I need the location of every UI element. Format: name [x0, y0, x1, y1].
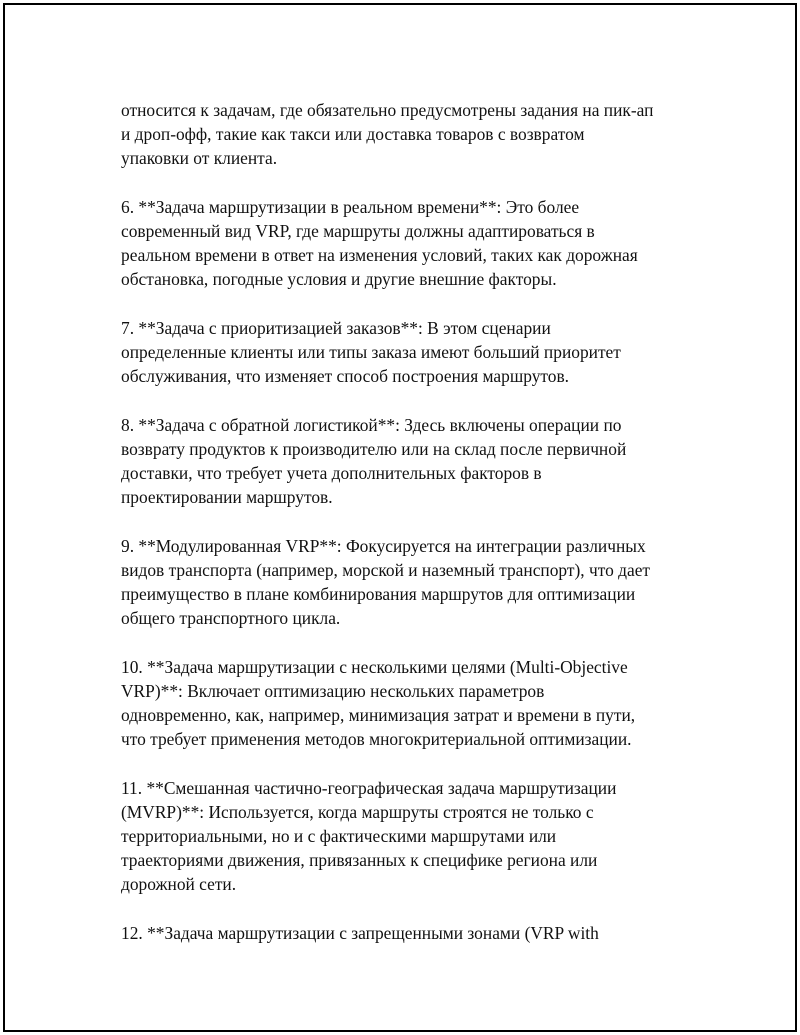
text-line: 12. **Задача маршрутизации с запрещенными зонами (VRP with — [121, 922, 599, 943]
text-line: траекториями движения, привязанных к специфике региона или — [121, 850, 598, 871]
text-line: реальном времени в ответ на изменения условий, таких как дорожная — [121, 245, 638, 266]
text-line: относится к задачам, где обязательно предусмотрены задания на пик-ап — [121, 100, 654, 120]
text-line: 6. **Задача маршрутизации в реальном времени**: Это более — [121, 196, 580, 217]
paragraph-item-7 — [121, 316, 701, 389]
paragraph-item-6 — [121, 195, 701, 292]
text-line: обстановка, погодные условия и другие внешние факторы. — [121, 269, 557, 290]
text-line: видов транспорта (например, морской и наземный транспорт), что дает — [121, 559, 651, 580]
text-line: общего транспортного цикла. — [121, 608, 341, 629]
text-line: и дроп-офф, такие как такси или доставка товаров с возвратом — [121, 124, 585, 145]
text-line: 8. **Задача с обратной логистикой**: Здесь включены операции по — [121, 414, 622, 435]
text-line: VRP)**: Включает оптимизацию нескольких параметров — [121, 680, 545, 701]
paragraph-item-9 — [121, 534, 701, 631]
text-line: 9. **Модулированная VRP**: Фокусируется на интеграции различных — [121, 535, 646, 556]
text-line: доставки, что требует учета дополнительных факторов в — [121, 463, 542, 483]
text-line: современный вид VRP, где маршруты должны адаптироваться в — [121, 221, 595, 241]
text-line: упаковки от клиента. — [121, 148, 278, 169]
text-line: одновременно, как, например, минимизация затрат и времени в пути, — [121, 705, 636, 725]
text-line: (MVRP)**: Используется, когда маршруты строятся не только с — [121, 801, 594, 822]
text-line: преимущество в плане комбинирования маршрутов для оптимизации — [121, 584, 636, 604]
text-line: дорожной сети. — [121, 874, 237, 895]
paragraph-item-12 — [121, 921, 701, 945]
text-line: определенные клиенты или типы заказа имеют больший приоритет — [121, 342, 621, 362]
paragraph-continuation — [121, 98, 701, 171]
text-line: обслуживания, что изменяет способ построения маршрутов. — [121, 366, 570, 387]
page-frame — [3, 3, 797, 1032]
text-line: проектировании маршрутов. — [121, 487, 333, 508]
paragraph-item-11 — [121, 776, 701, 897]
text-line: что требует применения методов многокритериальной оптимизации. — [121, 729, 632, 750]
text-line: 10. **Задача маршрутизации с несколькими целями (Multi-Objective — [121, 656, 628, 677]
paragraph-item-10 — [121, 655, 701, 752]
text-line: 7. **Задача с приоритизацией заказов**: В этом сценарии — [121, 317, 551, 338]
text-line: возврату продуктов к производителю или на склад после первичной — [121, 438, 627, 459]
document-body — [121, 98, 701, 969]
paragraph-item-8 — [121, 413, 701, 510]
text-line: территориальными, но и с фактическими маршрутами или — [121, 826, 557, 846]
text-line: 11. **Смешанная частично-географическая задача маршрутизации — [121, 777, 617, 798]
